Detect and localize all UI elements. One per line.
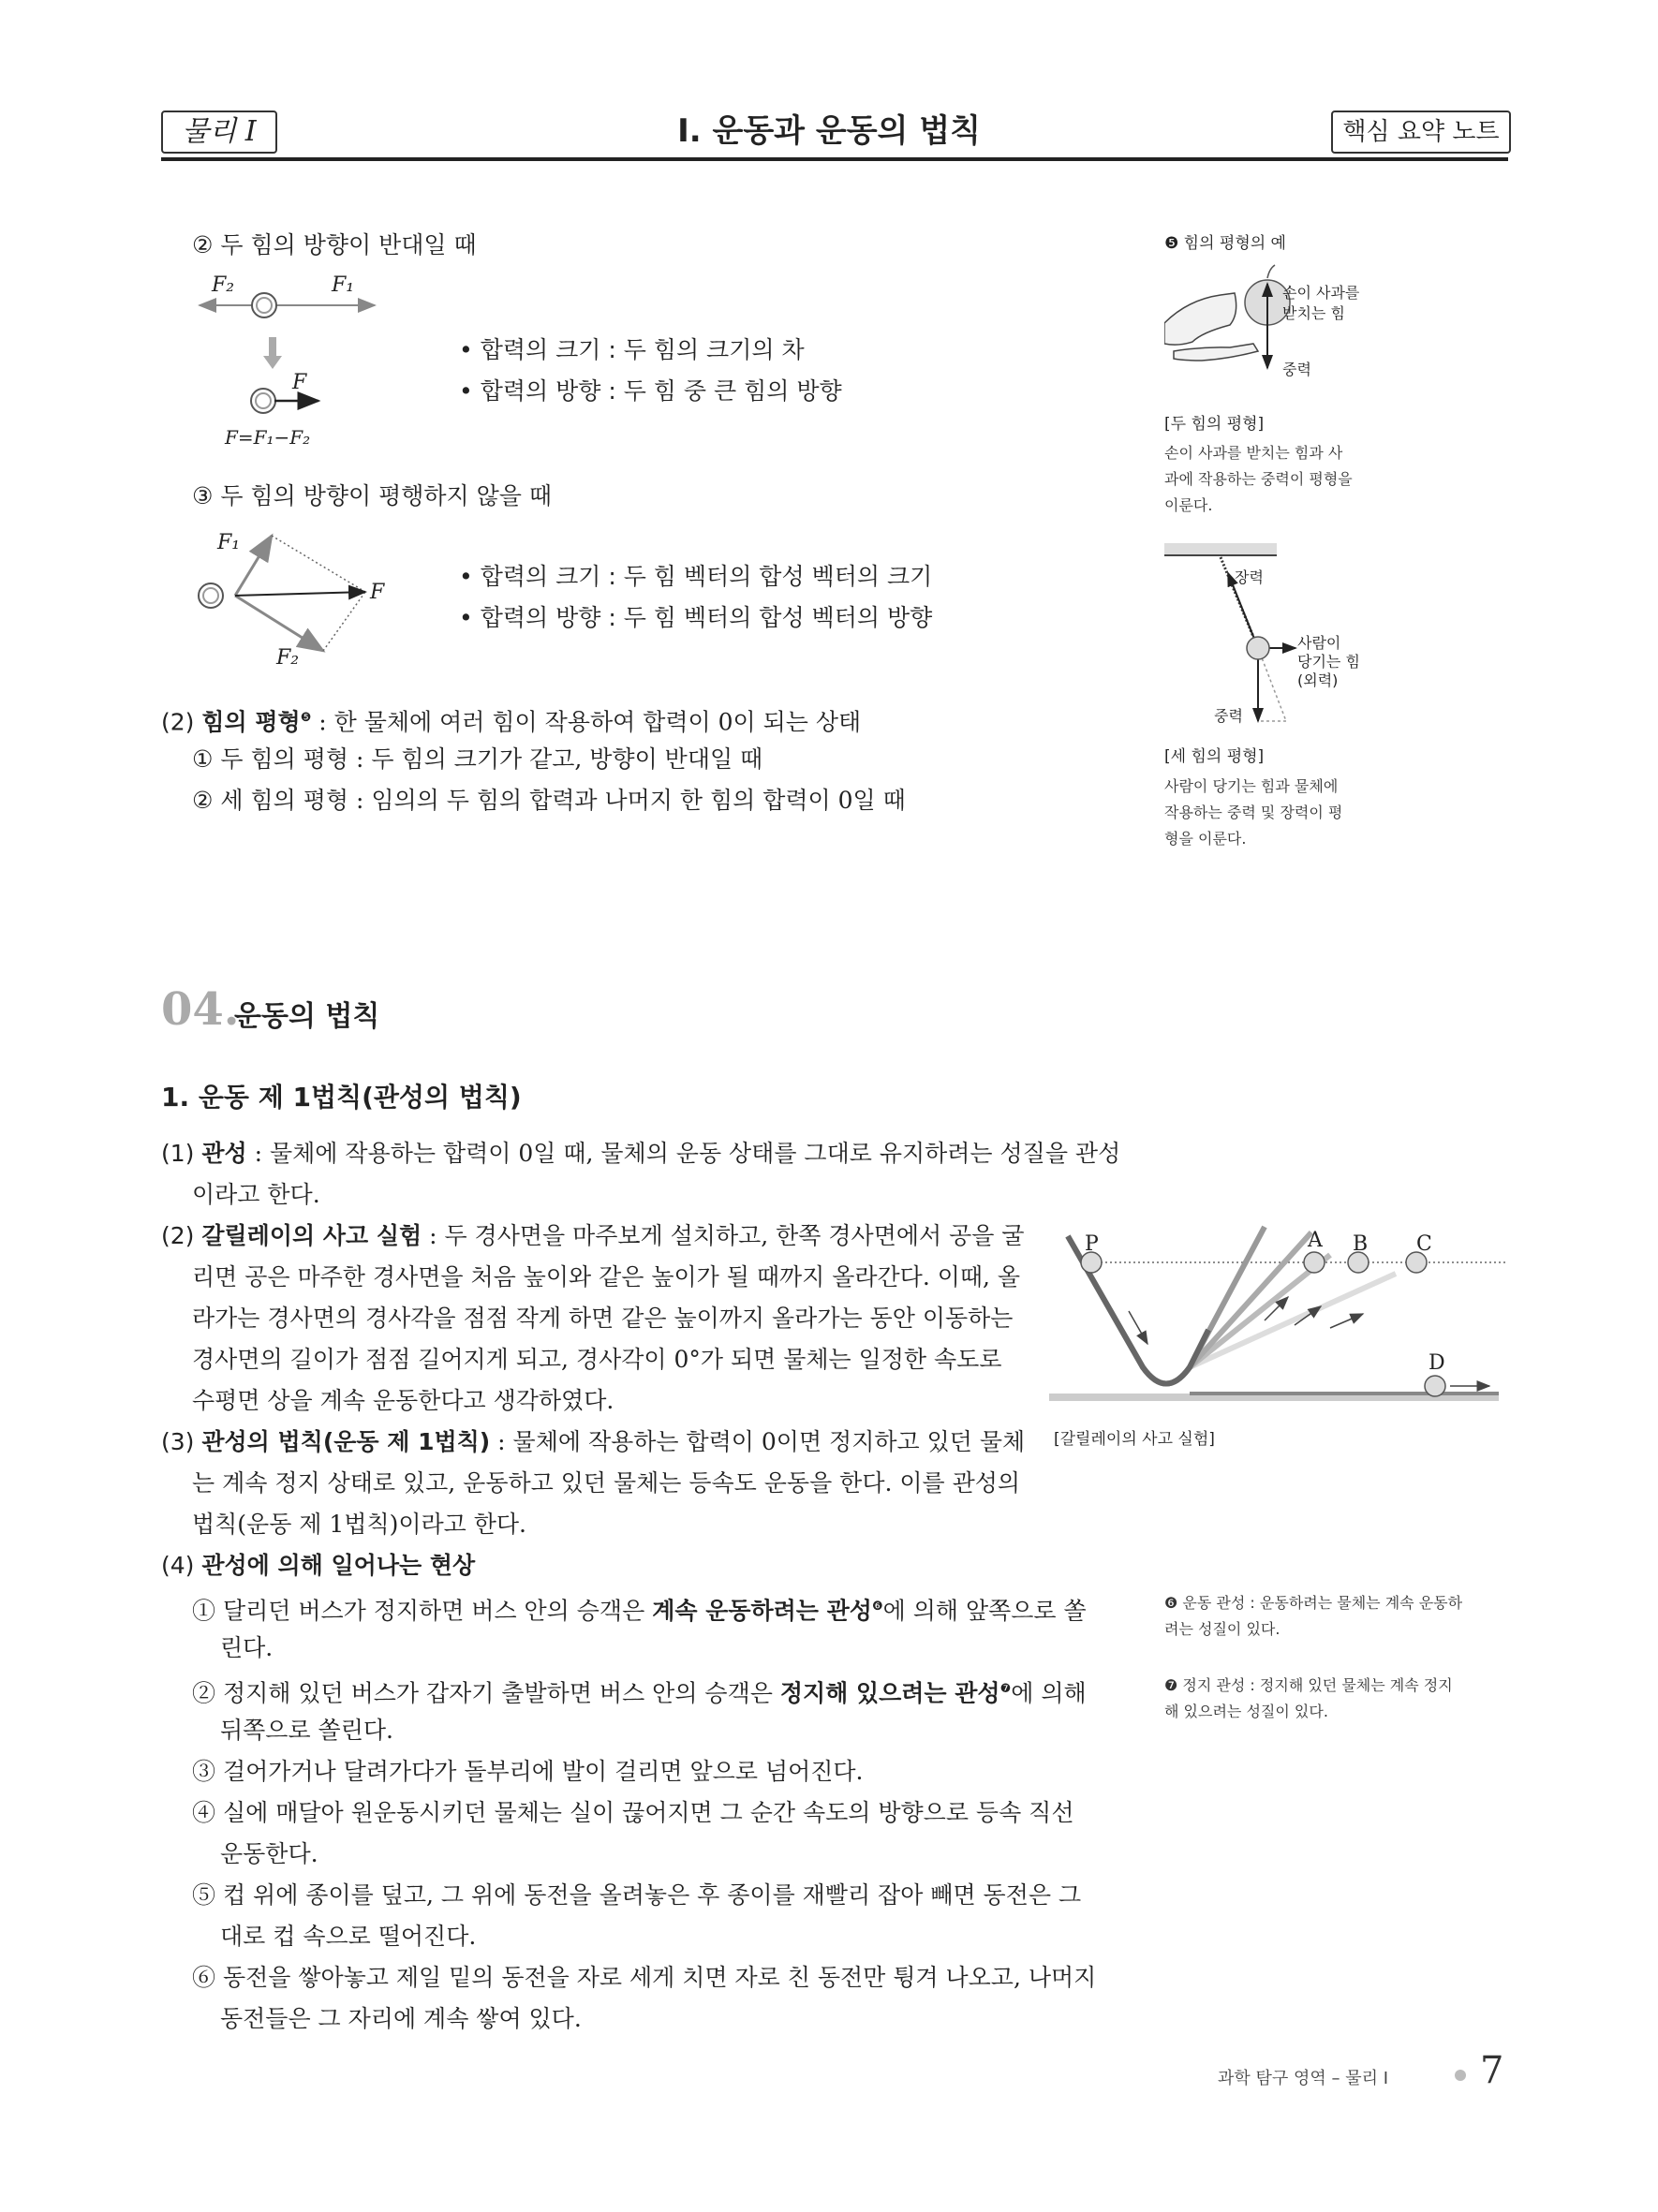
equilibrium-num: (2) (161, 708, 195, 736)
label-f1-2: F₁ (217, 531, 241, 554)
resultant-vector (235, 592, 365, 596)
apple-gravity-label: 중력 (1282, 361, 1311, 378)
note-6-mark: ❻ (871, 1600, 883, 1614)
phenomenon-1-cont: 린다. (220, 1634, 274, 1661)
nonparallel-heading: ③ 두 힘의 방향이 평행하지 않을 때 (192, 482, 553, 509)
label-a: A (1308, 1229, 1323, 1252)
galileo-caption: [갈릴레이의 사고 실험] (1054, 1430, 1215, 1449)
law1-title: 1. 운동 제 1법칙(관성의 법칙) (161, 1082, 522, 1113)
label-c: C (1416, 1232, 1432, 1256)
two-force-term: ① 두 힘의 평형 (192, 745, 349, 773)
phenomenon-4: ④ 실에 매달아 원운동시키던 물체는 실이 끊어지면 그 순간 속도의 방향으로 등속 직선 (192, 1799, 1074, 1826)
label-f2-2: F₂ (276, 646, 300, 670)
pull-force-label: 사람이 당기는 힘 (외력) (1297, 634, 1360, 689)
phenomenon-2-cont: 뒤쪽으로 쏠린다. (220, 1717, 393, 1744)
label-f2: F₂ (212, 273, 235, 297)
equilibrium-rest: : 한 물체에 여러 힘이 작용하여 합력이 0이 되는 상태 (311, 708, 862, 736)
inertia-definition: (1) 관성 : 물체에 작용하는 합력이 0일 때, 물체의 운동 상태를 그대로 유지하려는 성질을 관성 (161, 1140, 1121, 1167)
galileo-line-5: 수평면 상을 계속 운동한다고 생각하였다. (192, 1387, 614, 1414)
inertia-law-line-2: 는 계속 정지 상태로 있고, 운동하고 있던 물체는 등속도 운동을 한다. 이를 관성의 (192, 1469, 1021, 1497)
hand-icon (1164, 293, 1236, 345)
nonparallel-bullet-1: • 합력의 크기 : 두 힘 벡터의 합성 벡터의 크기 (459, 563, 933, 590)
apple-support-label: 손이 사과를 받치는 힘 (1282, 284, 1360, 322)
three-force-equilibrium (192, 780, 906, 821)
nonparallel-bullet-2: • 합력의 방향 : 두 힘 벡터의 합성 벡터의 방향 (459, 604, 933, 631)
opposite-bullet-2: • 합력의 방향 : 두 힘 중 큰 힘의 방향 (459, 377, 842, 405)
phenomenon-5-cont: 대로 컵 속으로 떨어진다. (220, 1923, 477, 1950)
note-6: ❻ 운동 관성 : 운동하려는 물체는 계속 운동하 려는 성질이 있다. (1164, 1594, 1463, 1638)
resultant-formula: F=F₁−F₂ (225, 426, 311, 449)
inertia-law: (3) 관성의 법칙(운동 제 1법칙) : 물체에 작용하는 합력이 0이면 정지하고 있던 물체 (161, 1428, 1026, 1455)
phenomenon-5: ⑤ 컵 위에 종이를 덮고, 그 위에 동전을 올려놓은 후 종이를 재빨리 잡아 빼면 동전은 그 (192, 1881, 1082, 1909)
note-5-mark: ❺ (300, 711, 312, 725)
note-label-tag: 핵심 요약 노트 (1331, 111, 1511, 154)
section-title: 운동의 법칙 (234, 1000, 380, 1033)
inertia-term: 관성 (201, 1140, 247, 1167)
equilibrium-definition (161, 698, 861, 743)
three-eq-desc: 사람이 당기는 힘과 물체에 작용하는 중력 및 장력이 평 형을 이룬다. (1164, 777, 1343, 848)
label-f1: F₁ (332, 273, 355, 297)
galileo-line-2: 리면 공은 마주한 경사면을 처음 높이와 같은 높이가 될 때까지 올라간다. 이때, 올 (192, 1263, 1021, 1290)
two-eq-caption: [두 힘의 평형] (1164, 415, 1265, 434)
label-f: F (292, 371, 307, 394)
ball-d (1425, 1376, 1445, 1396)
phenomenon-4-cont: 운동한다. (220, 1840, 318, 1867)
phenomenon-1: ① 달리던 버스가 정지하면 버스 안의 승객은 계속 운동하려는 관성$^❻$에 의해 앞쪽으로 쏠 (192, 1597, 1087, 1625)
three-force-rest: : 임의의 두 힘의 합력과 나머지 한 힘의 합력이 0일 때 (348, 787, 906, 814)
down-arrow-icon (263, 337, 282, 369)
note-7-mark: ❼ (999, 1682, 1012, 1696)
galileo-line-4: 경사면의 길이가 점점 길어지게 되고, 경사각이 0°가 되면 물체는 일정한 속도로 (192, 1346, 1002, 1373)
equilibrium-term: 힘의 평형 (201, 708, 301, 736)
two-force-equilibrium (192, 739, 762, 780)
phenomenon-2: ② 정지해 있던 버스가 갑자기 출발하면 버스 안의 승객은 정지해 있으려는 관성$^❼$에 의해 (192, 1679, 1087, 1707)
section-number: 04. (161, 983, 240, 1036)
opposite-bullet-1: • 합력의 크기 : 두 힘의 크기의 차 (459, 336, 805, 363)
f1-vector (235, 536, 272, 596)
sidebar-eq-title: ❺ 힘의 평형의 예 (1164, 234, 1286, 253)
inertia-law-line-3: 법칙(운동 제 1법칙)이라고 한다. (192, 1511, 527, 1538)
phenomenon-6: ⑥ 동전을 쌓아놓고 제일 밑의 동전을 자로 세게 치면 자로 친 동전만 튕겨 나오고, 나머지 (192, 1964, 1097, 1991)
subject-tag: 물리 I (161, 111, 277, 154)
footer-text: 과학 탐구 영역 – 물리 I (1218, 2069, 1389, 2088)
galileo-definition: (2) 갈릴레이의 사고 실험 : 두 경사면을 마주보게 설치하고, 한쪽 경사면에서 공을 굴 (161, 1222, 1025, 1249)
inertia-phenomena-heading: (4) 관성에 의해 일어나는 현상 (161, 1552, 476, 1579)
opposite-heading: ② 두 힘의 방향이 반대일 때 (192, 231, 477, 258)
page-number: 7 (1480, 2049, 1504, 2092)
inertia-law-term: 관성의 법칙(운동 제 1법칙) (201, 1428, 491, 1455)
inertia-definition-cont: 이라고 한다. (192, 1181, 320, 1208)
ball-a (1304, 1252, 1325, 1273)
chapter-title: I. 운동과 운동의 법칙 (677, 112, 981, 150)
galileo-term: 갈릴레이의 사고 실험 (201, 1222, 422, 1249)
phenomenon-3: ③ 걸어가거나 달려가다가 돌부리에 발이 걸리면 앞으로 넘어진다. (192, 1758, 864, 1785)
two-force-rest: : 두 힘의 크기가 같고, 방향이 반대일 때 (348, 745, 763, 773)
f2-vector (235, 596, 323, 651)
hanging-ball (1247, 637, 1269, 659)
note-7: ❼ 정지 관성 : 정지해 있던 물체는 계속 정지 해 있으려는 성질이 있다. (1164, 1676, 1453, 1720)
galileo-experiment-diagram (1049, 1217, 1508, 1414)
galileo-line-3: 라가는 경사면의 경사각을 점점 작게 하면 같은 높이까지 올라가는 동안 이동하는 (192, 1305, 1014, 1332)
label-f-2: F (370, 581, 385, 604)
three-gravity-label: 중력 (1214, 707, 1243, 725)
three-eq-caption: [세 힘의 평형] (1164, 747, 1265, 766)
phenomenon-6-cont: 동전들은 그 자리에 계속 쌓여 있다. (220, 2005, 582, 2032)
two-eq-desc: 손이 사과를 받치는 힘과 사 과에 작용하는 중력이 평형을 이룬다. (1164, 444, 1353, 514)
three-force-term: ② 세 힘의 평형 (192, 787, 349, 814)
label-p: P (1085, 1232, 1099, 1256)
label-d: D (1429, 1351, 1445, 1375)
footer-dot (1455, 2070, 1466, 2081)
label-b: B (1353, 1232, 1369, 1256)
tension-label: 장력 (1235, 568, 1264, 586)
header-rule (161, 157, 1508, 161)
